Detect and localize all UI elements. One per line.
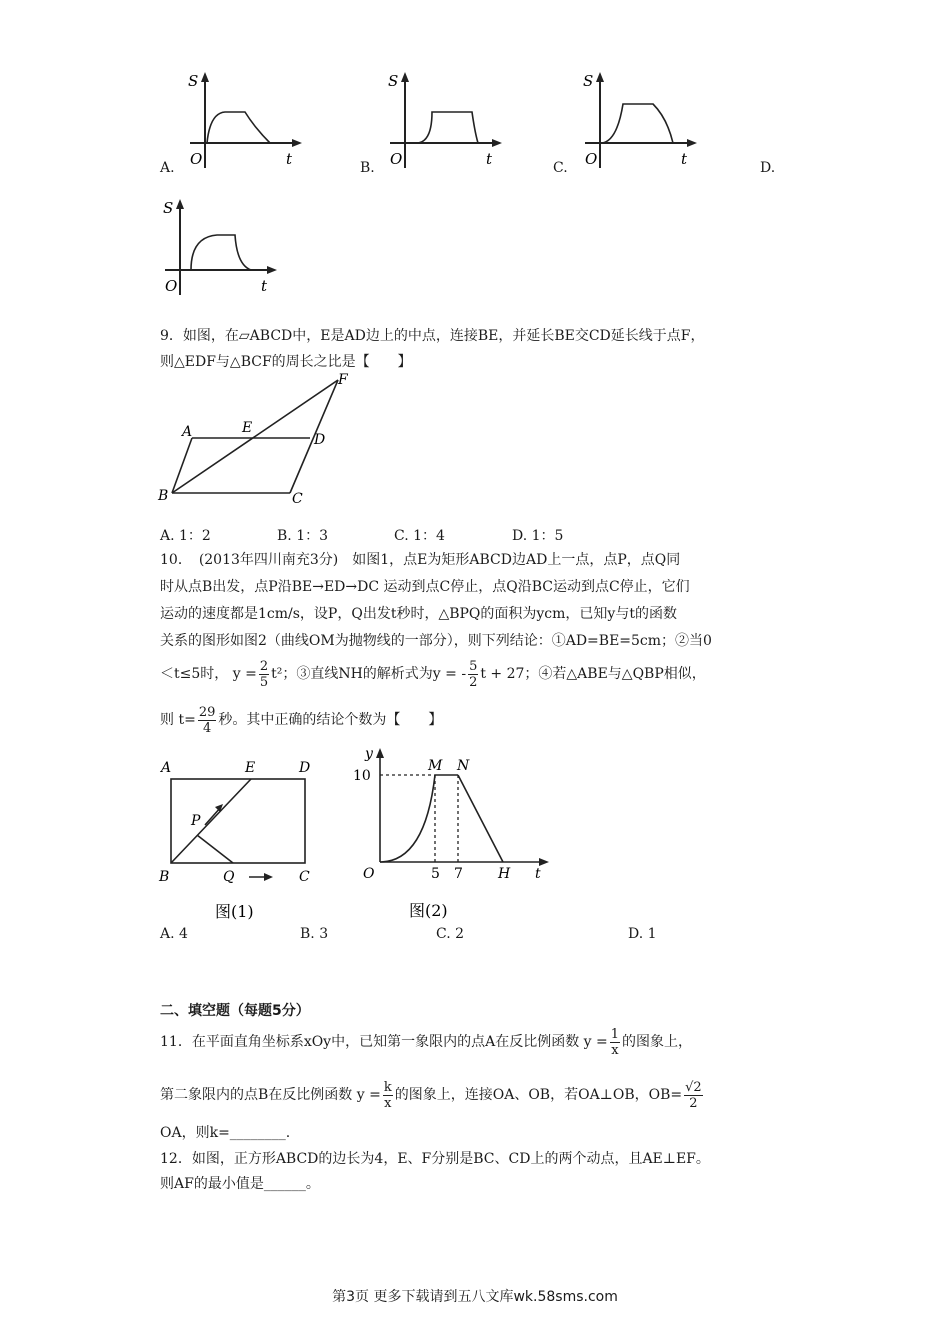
fraction-5-2: $\frac{5}{2}$	[469, 658, 478, 690]
q10-text-line3: 运动的速度都是1cm/s，设P，Q出发t秒时，△BPQ的面积为ycm，已知y与t的函数	[160, 606, 677, 622]
q10-line6-b: 秒。其中正确的结论个数为【 】	[218, 712, 443, 728]
q9-option-a[interactable]: A. 1：2	[160, 528, 211, 544]
section-title: 二、填空题（每题5分）	[160, 1003, 310, 1019]
label-b: B	[158, 488, 169, 504]
q8-option-c[interactable]: C.	[553, 160, 568, 176]
label-q: Q	[223, 869, 235, 885]
axis-s: S	[163, 199, 174, 217]
q9-text-line1: 9．如图，在▱ABCD中，E是AD边上的中点，连接BE，并延长BE交CD延长线于点F，	[160, 328, 705, 344]
fraction-k-x: $\frac{k}{x}$	[383, 1079, 392, 1111]
axis-t: t	[486, 150, 493, 168]
q8-graph-a	[180, 68, 310, 178]
axis-y: y	[365, 746, 373, 762]
q11-line1-b: 的图象上，	[622, 1034, 693, 1050]
origin: O	[585, 150, 598, 168]
q8-option-b[interactable]: B.	[360, 160, 375, 176]
q11-line2-a: 第二象限内的点B在反比例函数	[160, 1087, 353, 1103]
q11-y-eq-2: y =	[356, 1087, 381, 1103]
q10-line5-b: t + 27；④若△ABE与△QBP相似，	[480, 666, 706, 682]
fraction-29-4: $\frac{29}{4}$	[198, 704, 216, 736]
q10-text-line2: 时从点B出发，点P沿BE→ED→DC 运动到点C停止，点Q沿BC运动到点C停止，它们	[160, 579, 690, 595]
figure-1-caption: 图(1)	[215, 902, 254, 921]
label-f: F	[338, 372, 348, 388]
q11-line2-b: 的图象上，连接OA、OB，若OA⊥OB，OB=	[394, 1087, 683, 1103]
q9-option-b[interactable]: B. 1：3	[277, 528, 329, 544]
fraction-2-5: $\frac{2}{5}$	[259, 658, 269, 690]
q8-option-a[interactable]: A.	[160, 160, 175, 176]
q11-text-line1	[160, 1022, 692, 1062]
label-a: A	[161, 760, 172, 776]
label-a: A	[182, 424, 193, 440]
axis-s: S	[388, 72, 399, 90]
q10-option-d[interactable]: D. 1	[628, 926, 657, 942]
q10-text-line1: 10． (2013年四川南充3分) 如图1，点E为矩形ABCD边AD上一点，点P，点Q同	[160, 552, 681, 568]
page-footer: 第3页 更多下载请到五八文库wk.58sms.com	[332, 1289, 618, 1305]
q11-text-line3: OA，则k=________.	[160, 1125, 291, 1141]
label-h: H	[498, 866, 511, 882]
label-d: D	[299, 760, 311, 776]
q10-line6-a: 则 t=	[160, 712, 196, 728]
label-d: D	[314, 432, 326, 448]
q10-text-line4: 关系的图形如图2（曲线OM为抛物线的一部分），则下列结论：①AD=BE=5cm；②当0	[160, 633, 712, 649]
q10-option-c[interactable]: C. 2	[436, 926, 465, 942]
fraction-1-x: $\frac{1}{x}$	[610, 1026, 620, 1058]
axis-s: S	[583, 72, 594, 90]
q10-figure-2	[345, 742, 555, 927]
fraction-sqrt2-2: $\frac{√2}{2}$	[685, 1079, 702, 1111]
origin: O	[165, 277, 178, 295]
q10-line5-t2: t²；③直线NH的解析式为y = -	[271, 666, 467, 682]
q11-line1-a: 11．在平面直角坐标系xOy中，已知第一象限内的点A在反比例函数	[160, 1034, 580, 1050]
origin: O	[390, 150, 403, 168]
axis-s: S	[188, 72, 199, 90]
q10-text-line6	[160, 700, 442, 740]
axis-t: t	[681, 150, 688, 168]
origin: O	[363, 866, 375, 882]
axis-t: t	[261, 277, 268, 295]
q10-option-b[interactable]: B. 3	[300, 926, 329, 942]
tick-7: 7	[454, 866, 463, 882]
q10-text-line5	[160, 654, 706, 694]
q10-line5-a: ＜t≤5时，	[160, 666, 229, 682]
label-e: E	[242, 420, 253, 436]
tick-10: 10	[353, 768, 371, 784]
q8-option-d[interactable]: D.	[760, 160, 776, 176]
label-c: C	[299, 869, 310, 885]
label-e: E	[245, 760, 256, 776]
q8-graph-b	[380, 68, 510, 178]
q10-line5-y: y =	[232, 666, 257, 682]
q10-option-a[interactable]: A. 4	[160, 926, 188, 942]
q11-text-line2	[160, 1075, 705, 1115]
q9-option-d[interactable]: D. 1：5	[512, 528, 564, 544]
figure-2-caption: 图(2)	[409, 901, 448, 920]
axis-t: t	[286, 150, 293, 168]
tick-5: 5	[431, 866, 440, 882]
q10-figure-1	[155, 755, 335, 925]
label-b: B	[159, 869, 170, 885]
q12-text-line1: 12．如图，正方形ABCD的边长为4，E、F分别是BC、CD上的两个动点，且AE⊥EF。	[160, 1151, 710, 1167]
label-n: N	[457, 758, 470, 774]
q8-graph-c	[575, 68, 705, 178]
q9-parallelogram-figure	[150, 368, 360, 513]
q9-option-c[interactable]: C. 1：4	[394, 528, 445, 544]
axis-t: t	[535, 866, 541, 882]
q8-graph-d	[155, 195, 285, 305]
label-c: C	[292, 491, 303, 507]
q12-text-line2: 则AF的最小值是______。	[160, 1176, 320, 1192]
origin: O	[190, 150, 203, 168]
q9-text-line2: 则△EDF与△BCF的周长之比是【 】	[160, 354, 412, 370]
label-p: P	[191, 813, 201, 829]
q11-y-eq: y =	[583, 1034, 608, 1050]
label-m: M	[428, 758, 443, 774]
